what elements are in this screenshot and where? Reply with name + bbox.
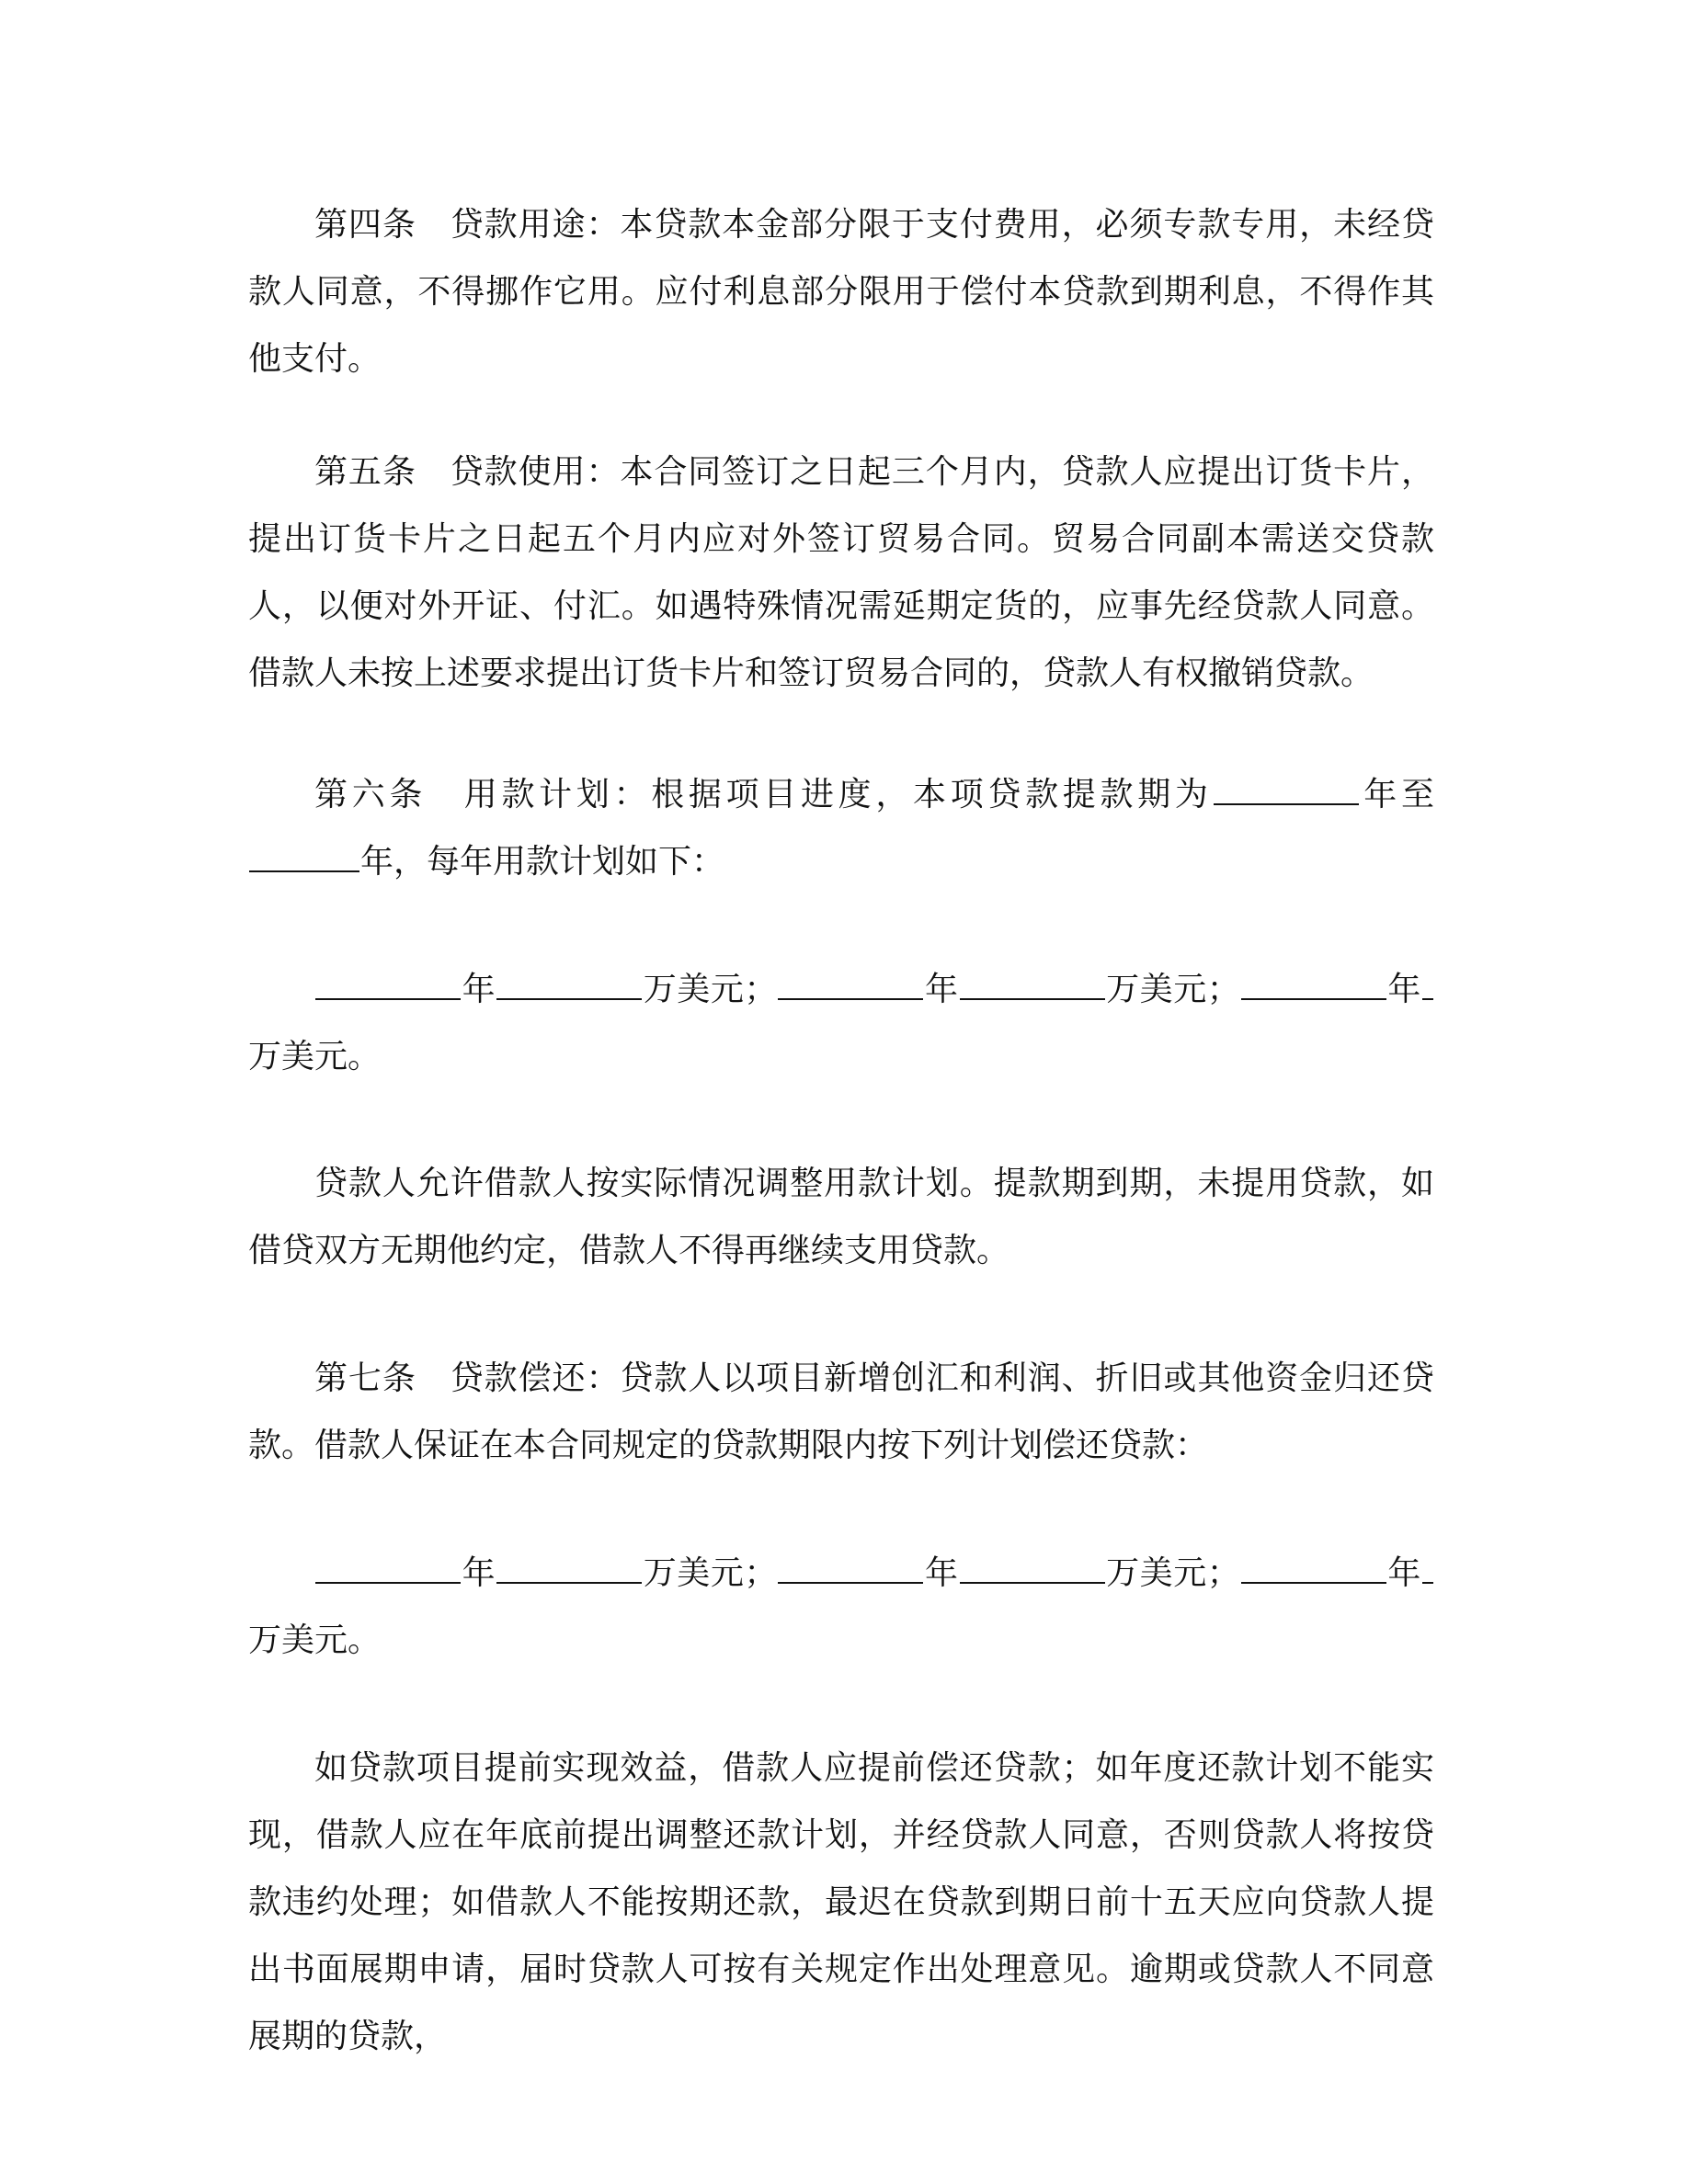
repay-amount-label-1: 万美元；: [643, 1554, 778, 1592]
plan-year-label-1: 年: [462, 971, 496, 1008]
usage-plan: [248, 956, 1434, 1090]
blank-plan-year-1[interactable]: [315, 965, 461, 1000]
plan-amount-label-3: 万美元。: [248, 1038, 382, 1075]
repay-amount-label-2: 万美元；: [1105, 1554, 1240, 1592]
article-6: [248, 761, 1434, 895]
plan-year-label-3: 年: [1386, 971, 1421, 1008]
blank-plan-amount-2[interactable]: [960, 965, 1105, 1000]
blank-repay-year-3[interactable]: [1241, 1549, 1386, 1584]
adjust-text: 贷款人允许借款人按实际情况调整用款计划。提款期到期，未提用贷款，如借贷双方无期他约定，借款人不得再继续支用贷款。: [248, 1165, 1434, 1269]
article-5: [248, 438, 1434, 707]
blank-repay-amount-1[interactable]: [496, 1549, 642, 1584]
article-4-text: 贷款用途：本贷款本金部分限于支付费用，必须专款专用，未经贷款人同意，不得挪作它用。应付利息部分限用于偿付本贷款到期利息，不得作其他支付。: [248, 206, 1434, 378]
blank-plan-amount-3[interactable]: [1422, 965, 1433, 1000]
article-7: [248, 1345, 1434, 1479]
repay-year-label-2: 年: [924, 1554, 959, 1592]
repay-year-label-1: 年: [462, 1554, 496, 1592]
article-5-label: 第五条: [314, 453, 416, 491]
adjust-paragraph: [248, 1150, 1434, 1284]
plan-amount-label-1: 万美元；: [643, 971, 778, 1008]
blank-end-year[interactable]: [249, 837, 359, 872]
blank-plan-year-3[interactable]: [1241, 965, 1386, 1000]
repayment-plan: [248, 1540, 1434, 1674]
blank-plan-year-2[interactable]: [778, 965, 923, 1000]
article-6-text-b: 年至: [1359, 776, 1434, 813]
blank-repay-year-2[interactable]: [778, 1549, 923, 1584]
article-7-text: 贷款偿还：贷款人以项目新增创汇和利润、折旧或其他资金归还贷款。借款人保证在本合同规定的贷款期限内按下列计划偿还贷款：: [248, 1359, 1434, 1464]
blank-plan-amount-1[interactable]: [496, 965, 642, 1000]
plan-year-label-2: 年: [924, 971, 959, 1008]
blank-repay-year-1[interactable]: [315, 1549, 461, 1584]
article-4-label: 第四条: [314, 206, 416, 244]
final-text: 如贷款项目提前实现效益，借款人应提前偿还贷款；如年度还款计划不能实现，借款人应在年底前提出调整还款计划，并经贷款人同意，否则贷款人将按贷款违约处理；如借款人不能按期还款，最迟在贷款到期日前十五天应向贷款人提出书面展期申请，届时贷款人可按有关规定作出处理意见。逾期或贷款人不同意展期的贷款，: [248, 1749, 1434, 2055]
blank-repay-amount-2[interactable]: [960, 1549, 1105, 1584]
blank-repay-amount-3[interactable]: [1422, 1549, 1433, 1584]
plan-amount-label-2: 万美元；: [1105, 971, 1240, 1008]
blank-start-year[interactable]: [1214, 770, 1359, 805]
article-6-text-c: 年，每年用款计划如下：: [360, 843, 725, 881]
article-5-text: 贷款使用：本合同签订之日起三个月内，贷款人应提出订货卡片，提出订货卡片之日起五个月内应对外签订贸易合同。贸易合同副本需送交贷款人，以便对外开证、付汇。如遇特殊情况需延期定货的，应事先经贷款人同意。借款人未按上述要求提出订货卡片和签订贸易合同的，贷款人有权撤销贷款。: [248, 453, 1434, 692]
repay-year-label-3: 年: [1386, 1554, 1421, 1592]
article-4: [248, 191, 1434, 392]
article-6-text-a: 用款计划：根据项目进度，本项贷款提款期为: [460, 776, 1213, 813]
repay-amount-label-3: 万美元。: [248, 1621, 382, 1659]
article-6-label: 第六条: [314, 776, 428, 813]
final-paragraph: [248, 1735, 1434, 2070]
article-7-label: 第七条: [314, 1359, 416, 1397]
